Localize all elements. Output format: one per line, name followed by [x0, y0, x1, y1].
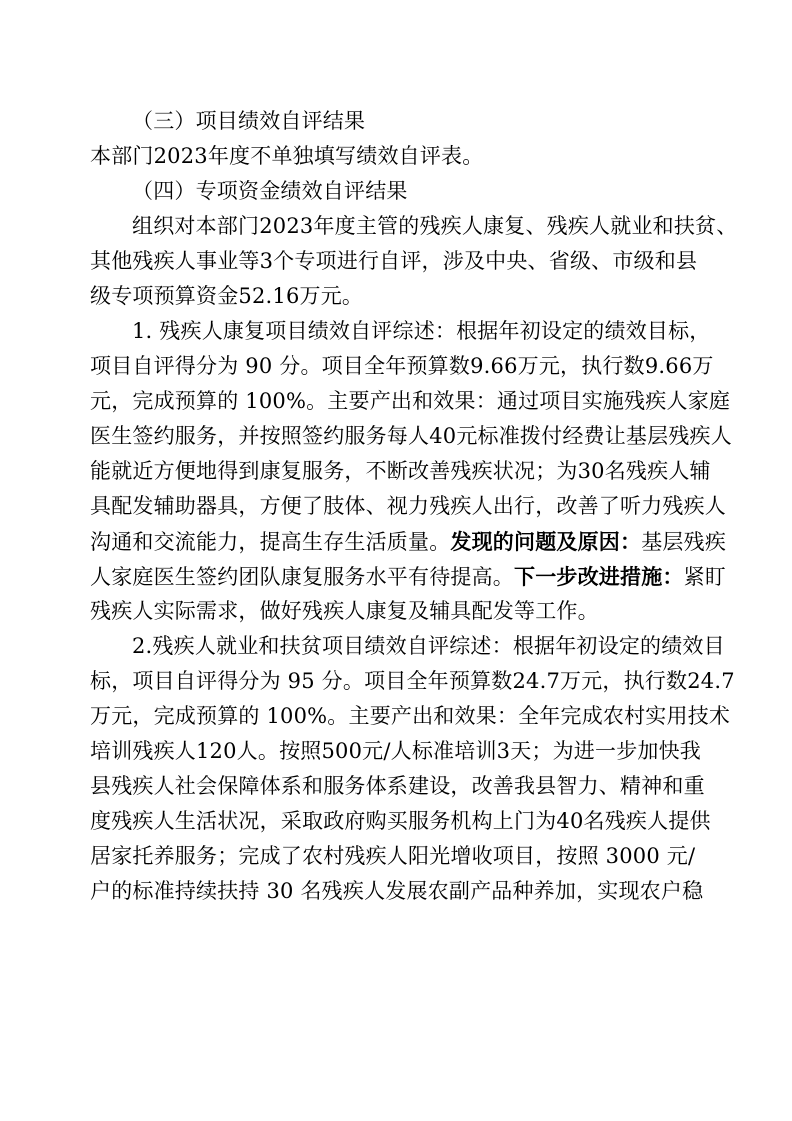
item1-line: 具配发辅助器具，方便了肢体、视力残疾人出行，改善了听力残疾人 — [90, 494, 726, 518]
item1-line: 项目自评得分为 90 分。项目全年预算数9.66万元，执行数9.66万 — [90, 354, 714, 378]
item2-line: 标，项目自评得分为 95 分。项目全年预算数24.7万元，执行数24.7 — [90, 669, 735, 693]
item1-line: 医生签约服务，并按照签约服务每人40元标准拨付经费让基层残疾人 — [90, 424, 732, 448]
section4-intro-line: 其他残疾人事业等3个专项进行自评，涉及中央、省级、市级和县 — [90, 249, 698, 273]
next-step-text: 紧盯 — [683, 565, 727, 589]
item2-line: 培训残疾人120人。按照500元/人标准培训3天；为进一步加快我 — [90, 739, 701, 763]
item1-line: 1. 残疾人康复项目绩效自评综述：根据年初设定的绩效目标， — [132, 319, 711, 343]
item2-line: 2.残疾人就业和扶贫项目绩效自评综述：根据年初设定的绩效目 — [132, 634, 725, 658]
item1-line: 能就近方便地得到康复服务，不断改善残疾状况；为30名残疾人辅 — [90, 459, 711, 483]
item1-next-line — [90, 559, 727, 594]
section4-heading: （四）专项资金绩效自评结果 — [132, 179, 408, 203]
next-step-label: 下一步改进措施： — [514, 564, 684, 589]
item2-line: 度残疾人生活状况，采取政府购买服务机构上门为40名残疾人提供 — [90, 809, 711, 833]
item2-line: 居家托养服务；完成了农村残疾人阳光增收项目，按照 3000 元/ — [90, 844, 696, 868]
item2-line: 万元，完成预算的 100%。主要产出和效果：全年完成农村实用技术 — [90, 704, 731, 728]
problem-text: 基层残疾 — [641, 530, 727, 554]
problem-text: 人家庭医生签约团队康复服务水平有待提高。 — [90, 565, 514, 589]
item1-line: 元，完成预算的 100%。主要产出和效果：通过项目实施残疾人家庭 — [90, 389, 731, 413]
section4-intro-line: 级专项预算资金52.16万元。 — [90, 284, 364, 308]
section3-heading: （三）项目绩效自评结果 — [132, 109, 366, 133]
item2-line: 户的标准持续扶持 30 名残疾人发展农副产品种养加，实现农户稳 — [90, 879, 704, 903]
next-step-text-line: 残疾人实际需求，做好残疾人康复及辅具配发等工作。 — [90, 599, 599, 623]
item1-line-text: 沟通和交流能力，提高生存生活质量。 — [90, 530, 451, 554]
document-body — [90, 104, 738, 909]
item1-problem-line — [90, 524, 727, 559]
problem-label: 发现的问题及原因： — [450, 529, 642, 554]
section4-intro-line: 组织对本部门2023年度主管的残疾人康复、残疾人就业和扶贫、 — [132, 214, 738, 238]
item2-line: 县残疾人社会保障体系和服务体系建设，改善我县智力、精神和重 — [90, 774, 705, 798]
section3-text: 本部门2023年度不单独填写绩效自评表。 — [90, 144, 484, 168]
